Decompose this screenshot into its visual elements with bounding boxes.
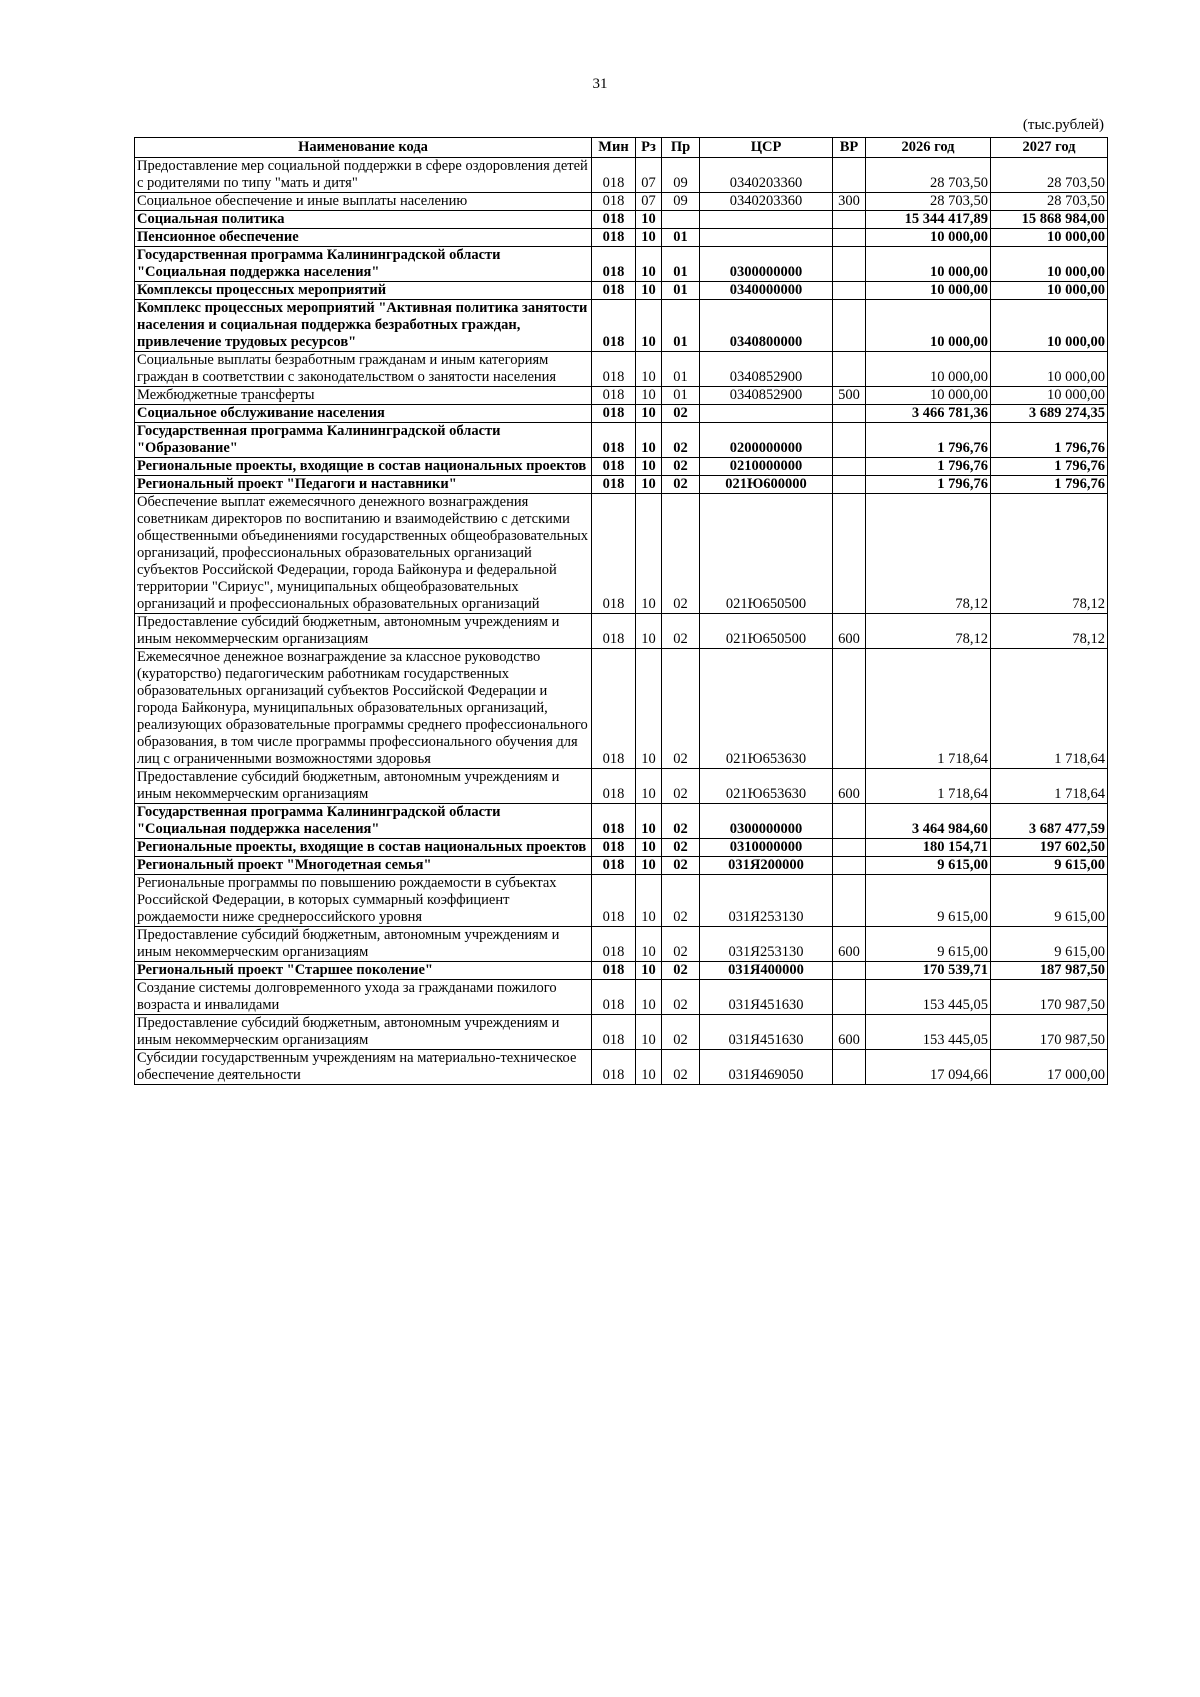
cell-pr: 02 — [662, 649, 700, 769]
page-number: 31 — [592, 76, 608, 92]
cell-name: Государственная программа Калининградской области "Социальная поддержка населения" — [135, 247, 592, 282]
cell-csr: 031Я253130 — [700, 927, 833, 962]
cell-name: Социальное обеспечение и иные выплаты населению — [135, 193, 592, 211]
cell-rz: 10 — [636, 423, 662, 458]
cell-name: Предоставление мер социальной поддержки в сфере оздоровления детей с родителями по типу "мать и дитя" — [135, 158, 592, 193]
cell-min: 018 — [592, 158, 636, 193]
table-row — [135, 387, 1108, 405]
cell-2027: 10 000,00 — [991, 352, 1108, 387]
cell-pr: 02 — [662, 476, 700, 494]
cell-pr: 02 — [662, 839, 700, 857]
table-row — [135, 875, 1108, 927]
cell-2026: 15 344 417,89 — [866, 211, 991, 229]
cell-name: Государственная программа Калининградской области "Социальная поддержка населения" — [135, 804, 592, 839]
cell-pr: 01 — [662, 247, 700, 282]
cell-rz: 07 — [636, 193, 662, 211]
cell-pr — [662, 211, 700, 229]
table-row — [135, 476, 1108, 494]
cell-2026: 28 703,50 — [866, 158, 991, 193]
cell-rz: 10 — [636, 769, 662, 804]
cell-pr: 02 — [662, 857, 700, 875]
cell-csr: 031Я200000 — [700, 857, 833, 875]
cell-vr — [833, 352, 866, 387]
cell-min: 018 — [592, 352, 636, 387]
cell-rz: 10 — [636, 614, 662, 649]
cell-vr: 600 — [833, 769, 866, 804]
cell-vr — [833, 962, 866, 980]
table-row — [135, 494, 1108, 614]
table-row — [135, 614, 1108, 649]
cell-vr — [833, 158, 866, 193]
cell-vr — [833, 980, 866, 1015]
cell-vr — [833, 247, 866, 282]
table-row — [135, 649, 1108, 769]
cell-name: Региональный проект "Педагоги и наставники" — [135, 476, 592, 494]
cell-pr: 02 — [662, 1050, 700, 1085]
table-header-row — [135, 138, 1108, 158]
cell-name: Социальная политика — [135, 211, 592, 229]
cell-pr: 02 — [662, 804, 700, 839]
cell-rz: 10 — [636, 405, 662, 423]
cell-csr: 031Я451630 — [700, 1015, 833, 1050]
cell-min: 018 — [592, 839, 636, 857]
cell-csr: 0340203360 — [700, 193, 833, 211]
cell-2027: 17 000,00 — [991, 1050, 1108, 1085]
cell-csr: 0300000000 — [700, 247, 833, 282]
cell-csr: 0200000000 — [700, 423, 833, 458]
cell-pr: 01 — [662, 282, 700, 300]
cell-pr: 01 — [662, 229, 700, 247]
cell-2027: 78,12 — [991, 614, 1108, 649]
cell-name: Создание системы долговременного ухода за гражданами пожилого возраста и инвалидами — [135, 980, 592, 1015]
cell-pr: 02 — [662, 1015, 700, 1050]
cell-pr: 02 — [662, 769, 700, 804]
cell-rz: 10 — [636, 247, 662, 282]
cell-2027: 78,12 — [991, 494, 1108, 614]
cell-name: Субсидии государственным учреждениям на материально-техническое обеспечение деятельности — [135, 1050, 592, 1085]
cell-name: Региональный проект "Многодетная семья" — [135, 857, 592, 875]
cell-2026: 9 615,00 — [866, 857, 991, 875]
cell-csr — [700, 211, 833, 229]
cell-csr — [700, 405, 833, 423]
cell-2027: 187 987,50 — [991, 962, 1108, 980]
cell-min: 018 — [592, 458, 636, 476]
cell-name: Предоставление субсидий бюджетным, автономным учреждениям и иным некоммерческим организациям — [135, 769, 592, 804]
cell-2026: 78,12 — [866, 614, 991, 649]
cell-rz: 10 — [636, 494, 662, 614]
cell-rz: 07 — [636, 158, 662, 193]
cell-csr: 0340000000 — [700, 282, 833, 300]
cell-2027: 10 000,00 — [991, 300, 1108, 352]
cell-min: 018 — [592, 282, 636, 300]
cell-2026: 1 796,76 — [866, 458, 991, 476]
cell-2026: 9 615,00 — [866, 875, 991, 927]
cell-2027: 9 615,00 — [991, 857, 1108, 875]
cell-rz: 10 — [636, 649, 662, 769]
cell-rz: 10 — [636, 300, 662, 352]
cell-name: Предоставление субсидий бюджетным, автономным учреждениям и иным некоммерческим организациям — [135, 1015, 592, 1050]
cell-pr: 09 — [662, 193, 700, 211]
cell-min: 018 — [592, 193, 636, 211]
column-header-name: Наименование кода — [135, 138, 592, 158]
cell-vr — [833, 875, 866, 927]
cell-min: 018 — [592, 857, 636, 875]
cell-name: Обеспечение выплат ежемесячного денежного вознаграждения советникам директоров по воспитанию и взаимодействию с детскими общественными объединениями государственных общеобразовательных организаций, профессиональных образовательных организаций субъектов Российской Федерации, города Байконура и федеральной территории "Сириус", муниципальных общеобразовательных организаций и профессиональных образовательных организаций — [135, 494, 592, 614]
column-header-rz: Рз — [636, 138, 662, 158]
cell-vr — [833, 282, 866, 300]
cell-2026: 153 445,05 — [866, 980, 991, 1015]
table-row — [135, 458, 1108, 476]
cell-vr — [833, 458, 866, 476]
cell-vr: 500 — [833, 387, 866, 405]
cell-vr — [833, 649, 866, 769]
cell-min: 018 — [592, 300, 636, 352]
cell-csr: 021Ю600000 — [700, 476, 833, 494]
cell-csr: 021Ю650500 — [700, 614, 833, 649]
cell-2026: 10 000,00 — [866, 300, 991, 352]
cell-rz: 10 — [636, 1015, 662, 1050]
cell-name: Пенсионное обеспечение — [135, 229, 592, 247]
cell-2027: 15 868 984,00 — [991, 211, 1108, 229]
cell-2026: 153 445,05 — [866, 1015, 991, 1050]
cell-2027: 9 615,00 — [991, 927, 1108, 962]
cell-pr: 02 — [662, 458, 700, 476]
cell-rz: 10 — [636, 980, 662, 1015]
table-row — [135, 247, 1108, 282]
table-row — [135, 158, 1108, 193]
cell-min: 018 — [592, 875, 636, 927]
table-row — [135, 193, 1108, 211]
cell-rz: 10 — [636, 927, 662, 962]
cell-2026: 3 466 781,36 — [866, 405, 991, 423]
cell-csr: 021Ю653630 — [700, 649, 833, 769]
cell-pr: 02 — [662, 614, 700, 649]
cell-name: Межбюджетные трансферты — [135, 387, 592, 405]
table-row — [135, 352, 1108, 387]
cell-name: Региональный проект "Старшее поколение" — [135, 962, 592, 980]
cell-2026: 9 615,00 — [866, 927, 991, 962]
cell-pr: 02 — [662, 423, 700, 458]
cell-2027: 1 718,64 — [991, 649, 1108, 769]
cell-name: Предоставление субсидий бюджетным, автономным учреждениям и иным некоммерческим организациям — [135, 614, 592, 649]
cell-2027: 28 703,50 — [991, 158, 1108, 193]
table-row — [135, 839, 1108, 857]
cell-name: Региональные программы по повышению рождаемости в субъектах Российской Федерации, в которых суммарный коэффициент рождаемости ниже среднероссийского уровня — [135, 875, 592, 927]
budget-table — [134, 137, 1108, 1085]
cell-rz: 10 — [636, 476, 662, 494]
cell-rz: 10 — [636, 839, 662, 857]
cell-csr: 0300000000 — [700, 804, 833, 839]
cell-min: 018 — [592, 387, 636, 405]
cell-min: 018 — [592, 476, 636, 494]
cell-2026: 28 703,50 — [866, 193, 991, 211]
cell-2027: 170 987,50 — [991, 980, 1108, 1015]
cell-name: Комплексы процессных мероприятий — [135, 282, 592, 300]
cell-csr: 031Я451630 — [700, 980, 833, 1015]
cell-2026: 10 000,00 — [866, 282, 991, 300]
column-header-min: Мин — [592, 138, 636, 158]
cell-2026: 180 154,71 — [866, 839, 991, 857]
table-row — [135, 927, 1108, 962]
cell-2027: 1 796,76 — [991, 458, 1108, 476]
cell-pr: 02 — [662, 927, 700, 962]
table-row — [135, 769, 1108, 804]
cell-csr: 031Я253130 — [700, 875, 833, 927]
cell-rz: 10 — [636, 352, 662, 387]
cell-2027: 3 687 477,59 — [991, 804, 1108, 839]
cell-pr: 02 — [662, 494, 700, 614]
table-body — [135, 158, 1108, 1085]
cell-name: Предоставление субсидий бюджетным, автономным учреждениям и иным некоммерческим организациям — [135, 927, 592, 962]
cell-2026: 10 000,00 — [866, 247, 991, 282]
cell-name: Комплекс процессных мероприятий "Активная политика занятости населения и социальная поддержка безработных граждан, привлечение трудовых ресурсов" — [135, 300, 592, 352]
cell-rz: 10 — [636, 458, 662, 476]
cell-min: 018 — [592, 247, 636, 282]
cell-min: 018 — [592, 405, 636, 423]
cell-2026: 17 094,66 — [866, 1050, 991, 1085]
cell-min: 018 — [592, 423, 636, 458]
cell-vr — [833, 857, 866, 875]
table-row — [135, 857, 1108, 875]
cell-pr: 01 — [662, 352, 700, 387]
cell-vr — [833, 405, 866, 423]
cell-name: Социальное обслуживание населения — [135, 405, 592, 423]
column-header-csr: ЦСР — [700, 138, 833, 158]
cell-rz: 10 — [636, 857, 662, 875]
cell-2027: 1 796,76 — [991, 476, 1108, 494]
cell-2027: 1 796,76 — [991, 423, 1108, 458]
cell-vr — [833, 229, 866, 247]
cell-rz: 10 — [636, 804, 662, 839]
cell-2027: 9 615,00 — [991, 875, 1108, 927]
cell-2026: 1 718,64 — [866, 769, 991, 804]
cell-2027: 170 987,50 — [991, 1015, 1108, 1050]
cell-2027: 10 000,00 — [991, 387, 1108, 405]
cell-vr: 600 — [833, 927, 866, 962]
cell-2027: 10 000,00 — [991, 282, 1108, 300]
cell-pr: 02 — [662, 405, 700, 423]
cell-pr: 02 — [662, 962, 700, 980]
cell-min: 018 — [592, 211, 636, 229]
column-header-2026: 2026 год — [866, 138, 991, 158]
cell-pr: 01 — [662, 387, 700, 405]
cell-2027: 197 602,50 — [991, 839, 1108, 857]
table-row — [135, 980, 1108, 1015]
table-row — [135, 300, 1108, 352]
table-row — [135, 804, 1108, 839]
cell-min: 018 — [592, 1050, 636, 1085]
cell-2026: 10 000,00 — [866, 352, 991, 387]
cell-min: 018 — [592, 804, 636, 839]
cell-rz: 10 — [636, 962, 662, 980]
cell-2026: 10 000,00 — [866, 229, 991, 247]
cell-2026: 10 000,00 — [866, 387, 991, 405]
cell-vr: 600 — [833, 1015, 866, 1050]
cell-min: 018 — [592, 927, 636, 962]
cell-min: 018 — [592, 962, 636, 980]
cell-min: 018 — [592, 614, 636, 649]
cell-name: Социальные выплаты безработным гражданам и иным категориям граждан в соответствии с законодательством о занятости населения — [135, 352, 592, 387]
cell-name: Региональные проекты, входящие в состав национальных проектов — [135, 458, 592, 476]
cell-2026: 1 796,76 — [866, 476, 991, 494]
table-row — [135, 962, 1108, 980]
cell-csr: 0340203360 — [700, 158, 833, 193]
cell-rz: 10 — [636, 875, 662, 927]
cell-2027: 28 703,50 — [991, 193, 1108, 211]
cell-2026: 1 796,76 — [866, 423, 991, 458]
cell-name: Ежемесячное денежное вознаграждение за классное руководство (кураторство) педагогическим работникам государственных образовательных организаций субъектов Российской Федерации и города Байконура, муниципальных образовательных организаций, реализующих образовательные программы среднего профессионального образования, в том числе программы профессионального обучения для лиц с ограниченными возможностями здоровья — [135, 649, 592, 769]
table-row — [135, 211, 1108, 229]
cell-csr — [700, 229, 833, 247]
cell-csr: 031Я469050 — [700, 1050, 833, 1085]
cell-vr: 600 — [833, 614, 866, 649]
table-row — [135, 405, 1108, 423]
cell-2026: 1 718,64 — [866, 649, 991, 769]
cell-vr — [833, 476, 866, 494]
cell-csr: 0340800000 — [700, 300, 833, 352]
cell-min: 018 — [592, 769, 636, 804]
cell-csr: 0210000000 — [700, 458, 833, 476]
cell-csr: 0310000000 — [700, 839, 833, 857]
cell-2026: 170 539,71 — [866, 962, 991, 980]
cell-rz: 10 — [636, 387, 662, 405]
cell-min: 018 — [592, 1015, 636, 1050]
cell-pr: 02 — [662, 875, 700, 927]
cell-vr — [833, 839, 866, 857]
column-header-vr: ВР — [833, 138, 866, 158]
units-label: (тыс.рублей) — [1022, 117, 1104, 133]
table-row — [135, 423, 1108, 458]
cell-vr — [833, 300, 866, 352]
cell-vr — [833, 804, 866, 839]
cell-csr: 021Ю650500 — [700, 494, 833, 614]
cell-2026: 3 464 984,60 — [866, 804, 991, 839]
cell-min: 018 — [592, 229, 636, 247]
cell-2027: 10 000,00 — [991, 247, 1108, 282]
cell-csr: 0340852900 — [700, 387, 833, 405]
cell-vr: 300 — [833, 193, 866, 211]
table-row — [135, 1050, 1108, 1085]
cell-2027: 3 689 274,35 — [991, 405, 1108, 423]
cell-rz: 10 — [636, 229, 662, 247]
cell-rz: 10 — [636, 282, 662, 300]
cell-vr — [833, 494, 866, 614]
cell-pr: 02 — [662, 980, 700, 1015]
cell-name: Региональные проекты, входящие в состав национальных проектов — [135, 839, 592, 857]
table-row — [135, 1015, 1108, 1050]
cell-min: 018 — [592, 649, 636, 769]
cell-pr: 01 — [662, 300, 700, 352]
cell-min: 018 — [592, 980, 636, 1015]
table-row — [135, 229, 1108, 247]
cell-csr: 031Я400000 — [700, 962, 833, 980]
table-row — [135, 282, 1108, 300]
cell-name: Государственная программа Калининградской области "Образование" — [135, 423, 592, 458]
cell-min: 018 — [592, 494, 636, 614]
cell-vr — [833, 423, 866, 458]
cell-vr — [833, 1050, 866, 1085]
cell-2026: 78,12 — [866, 494, 991, 614]
column-header-2027: 2027 год — [991, 138, 1108, 158]
cell-vr — [833, 211, 866, 229]
cell-csr: 0340852900 — [700, 352, 833, 387]
cell-2027: 1 718,64 — [991, 769, 1108, 804]
cell-rz: 10 — [636, 211, 662, 229]
column-header-pr: Пр — [662, 138, 700, 158]
cell-2027: 10 000,00 — [991, 229, 1108, 247]
cell-csr: 021Ю653630 — [700, 769, 833, 804]
cell-pr: 09 — [662, 158, 700, 193]
cell-rz: 10 — [636, 1050, 662, 1085]
